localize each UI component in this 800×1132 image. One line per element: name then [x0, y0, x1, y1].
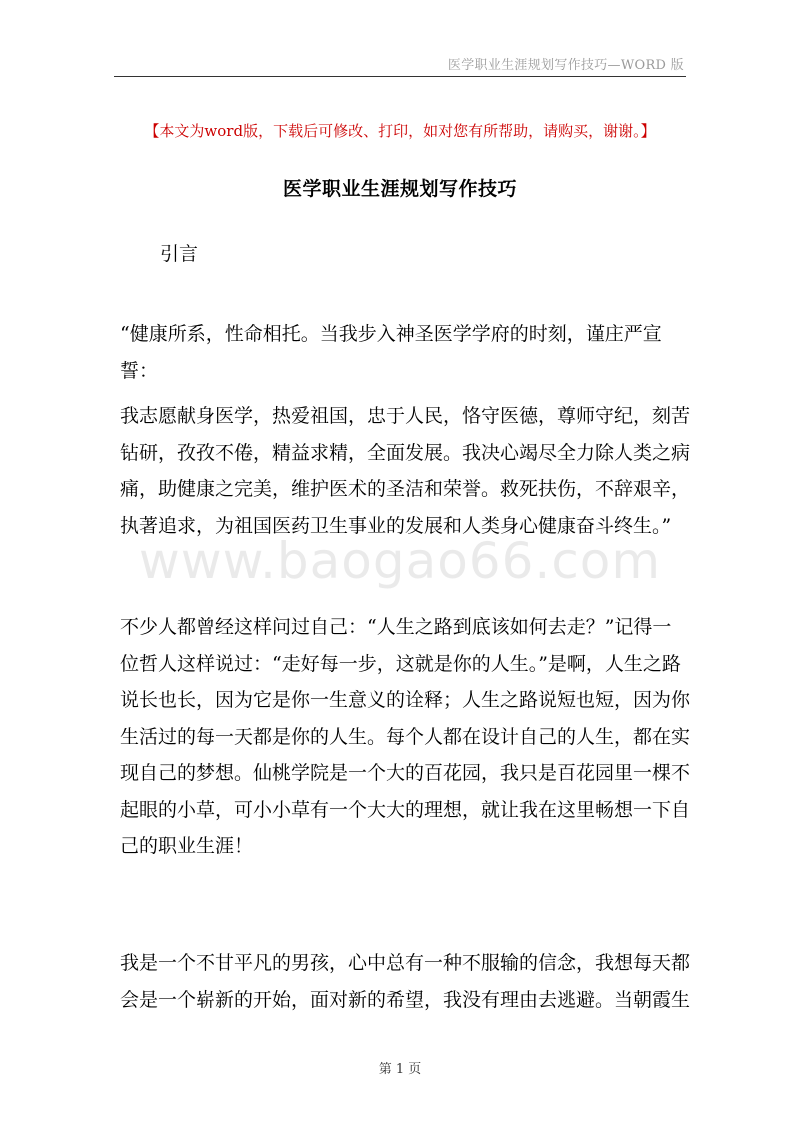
running-header: 医学职业生涯规划写作技巧—WORD 版: [447, 58, 684, 73]
paragraph-oath-text: 我志愿献身医学，热爱祖国，忠于人民，恪守医德，尊师守纪，刻苦钻研，孜孜不倦，精益求精，全面发展。我决心竭尽全力除人类之病痛，助健康之完美，维护医术的圣洁和荣誉。救死扶伤，不辞艰辛，执著追求，为祖国医药卫生事业的发展和人类身心健康奋斗终生。”: [120, 405, 691, 537]
document-title: 医学职业生涯规划写作技巧: [282, 178, 517, 200]
purchase-notice: 【本文为word版，下载后可修改、打印，如对您有所帮助，请购买，谢谢。】: [144, 122, 656, 140]
page-number: 第 1 页: [378, 1062, 422, 1077]
paragraph-oath-intro: “健康所系，性命相托。当我步入神圣医学学府的时刻，谨庄严宣誓：: [120, 323, 662, 382]
watermark: www.baogao66.com: [138, 532, 662, 590]
paragraph-life-path: 不少人都曾经这样问过自己：“人生之路到底该如何去走？”记得一位哲人这样说过：“走好每一步，这就是你的人生。”是啊，人生之路说长也长，因为它是你一生意义的诠释；人生之路说短也短，因为你生活过的每一天都是你的人生。每个人都在设计自己的人生，都在实现自己的梦想。仙桃学院是一个大的百花园，我只是百花园里一棵不起眼的小草，可小小草有一个大大的理想，就让我在这里畅想一下自己的职业生涯！: [120, 616, 691, 857]
header-divider: [114, 76, 686, 77]
paragraph-personal: 我是一个不甘平凡的男孩，心中总有一种不服输的信念，我想每天都会是一个崭新的开始，面对新的希望，我没有理由去逃避。当朝霞生: [120, 952, 691, 1011]
intro-heading: 引言: [160, 243, 199, 265]
